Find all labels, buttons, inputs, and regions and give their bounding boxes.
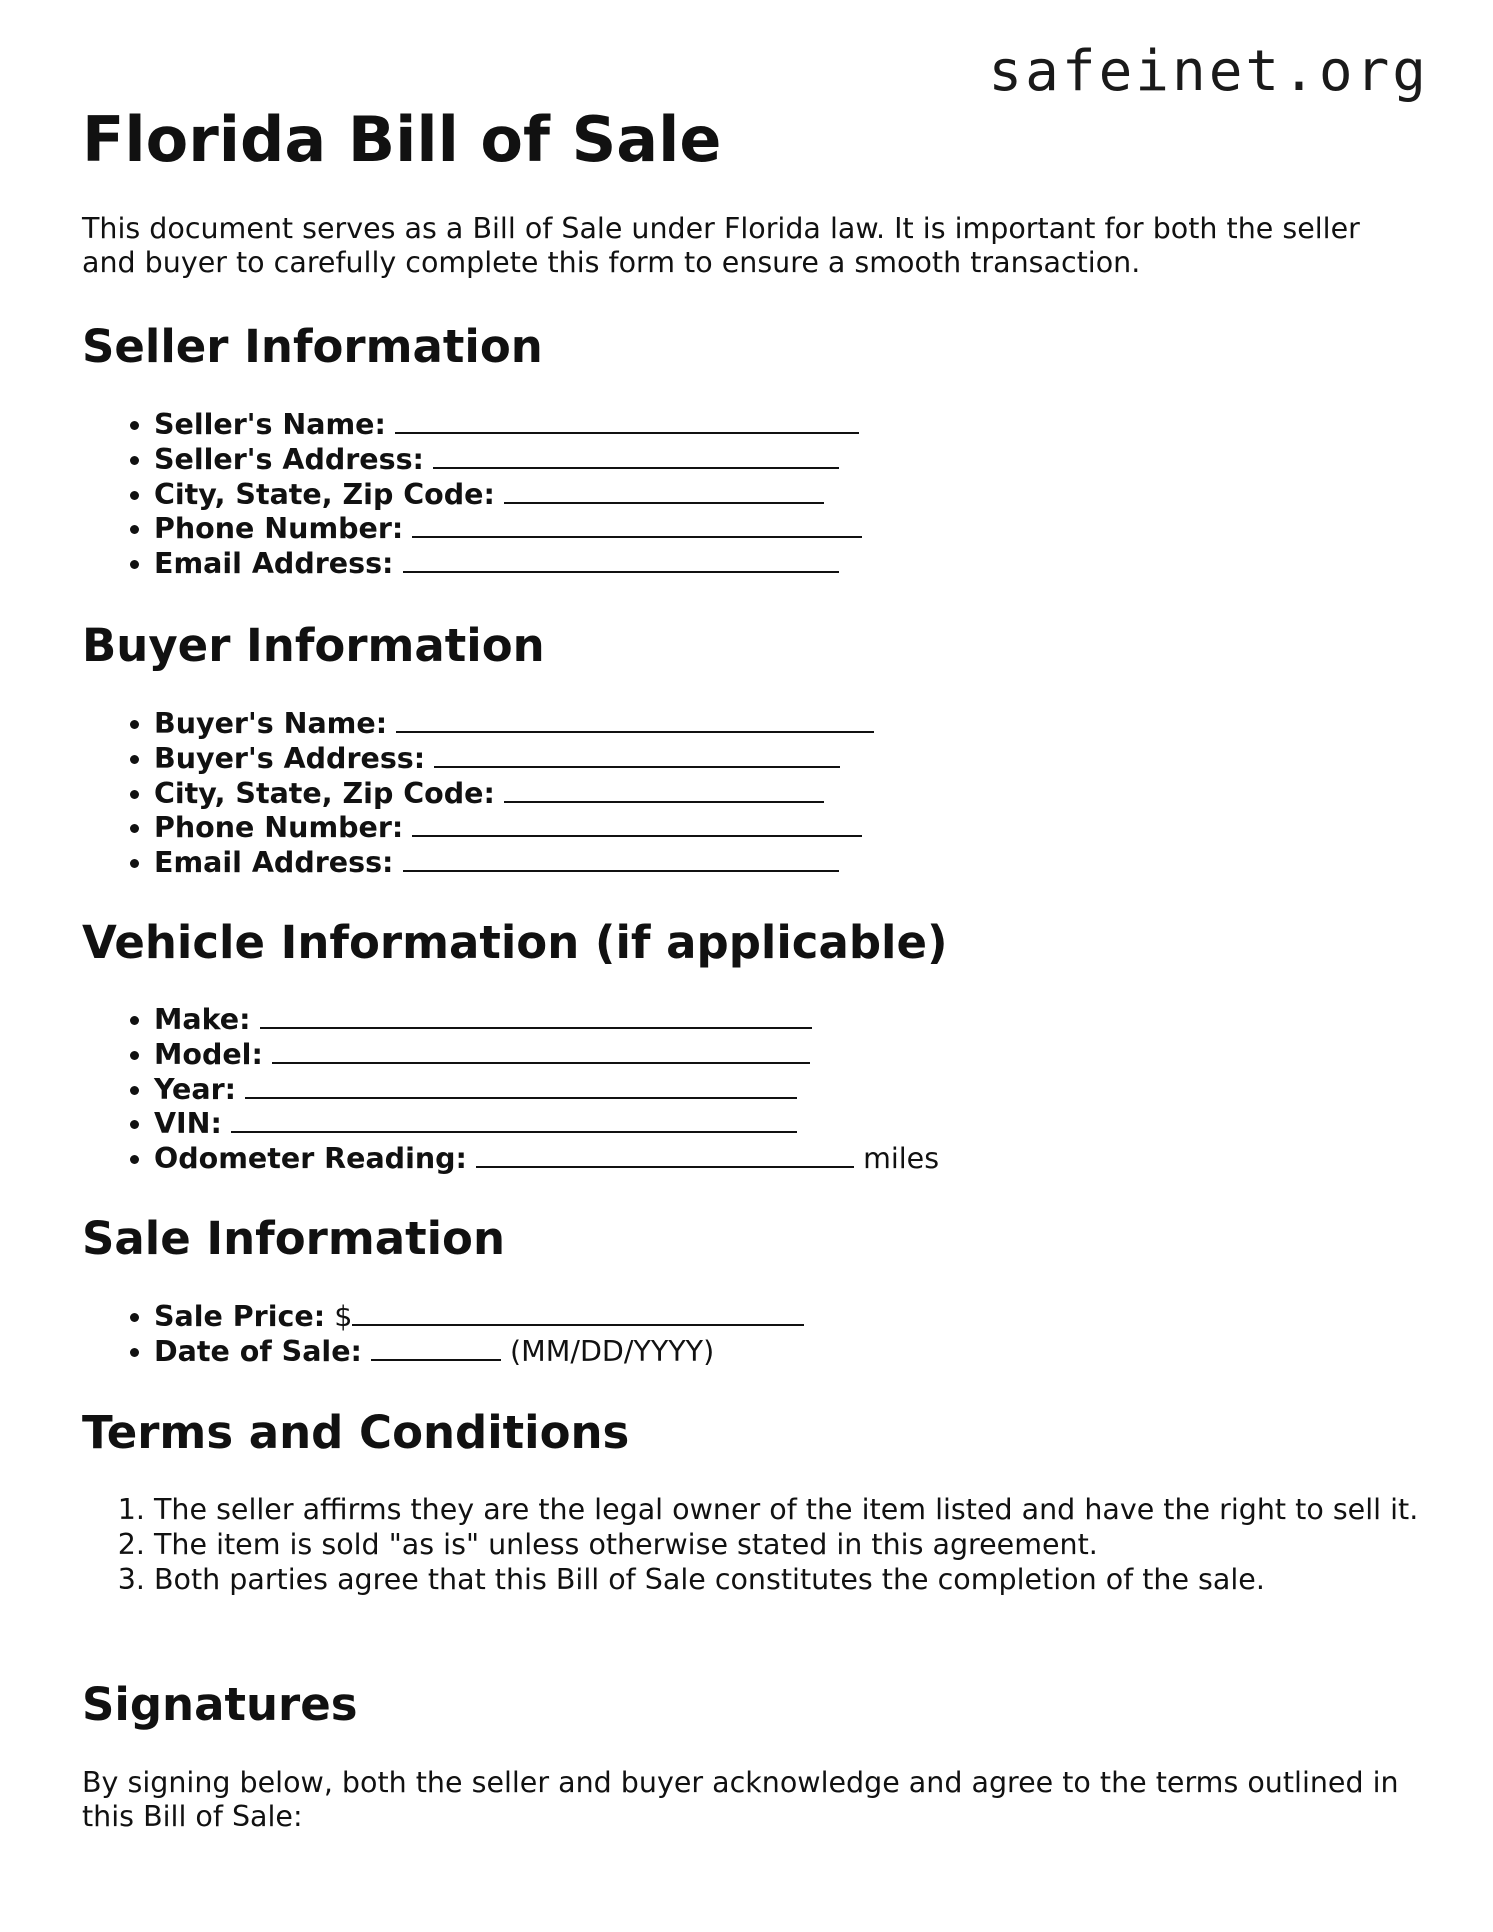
buyer-address-blank[interactable] bbox=[434, 742, 840, 768]
page-title: Florida Bill of Sale bbox=[82, 103, 722, 176]
buyer-address-field: • Buyer's Address: bbox=[154, 742, 874, 777]
vehicle-fields bbox=[82, 1003, 939, 1177]
sale-date-blank[interactable] bbox=[371, 1335, 501, 1361]
buyer-name-blank[interactable] bbox=[396, 707, 874, 733]
buyer-city-field: • City, State, Zip Code: bbox=[154, 777, 874, 812]
signatures-paragraph: By signing below, both the seller and buyer acknowledge and agree to the terms outlined in this Bill of Sale: bbox=[82, 1766, 1399, 1833]
buyer-phone-blank[interactable] bbox=[412, 811, 862, 837]
buyer-city-blank[interactable] bbox=[504, 777, 824, 803]
vehicle-model-blank[interactable] bbox=[272, 1038, 810, 1064]
sale-fields bbox=[82, 1300, 804, 1370]
seller-fields bbox=[82, 408, 862, 582]
buyer-email-blank[interactable] bbox=[403, 846, 839, 872]
sale-date-field: • Date of Sale: (MM/DD/YYYY) bbox=[154, 1335, 804, 1370]
seller-email-field: • Email Address: bbox=[154, 547, 862, 582]
seller-name-field: • Seller's Name: bbox=[154, 408, 862, 443]
seller-city-field: • City, State, Zip Code: bbox=[154, 478, 862, 513]
seller-phone-blank[interactable] bbox=[412, 512, 862, 538]
term-item: 2. The item is sold "as is" unless otherwise stated in this agreement. bbox=[154, 1528, 1493, 1563]
vehicle-year-field: • Year: bbox=[154, 1073, 939, 1108]
seller-name-blank[interactable] bbox=[395, 408, 859, 434]
seller-phone-field: • Phone Number: bbox=[154, 512, 862, 547]
terms-heading: Terms and Conditions bbox=[82, 1406, 630, 1459]
watermark: safeinet.org bbox=[988, 39, 1429, 104]
vehicle-model-field: • Model: bbox=[154, 1038, 939, 1073]
sale-price-blank[interactable] bbox=[352, 1300, 804, 1326]
vehicle-odometer-blank[interactable] bbox=[476, 1142, 854, 1168]
sale-price-field: • Sale Price: $ bbox=[154, 1300, 804, 1335]
currency-symbol: $ bbox=[334, 1300, 353, 1333]
sale-heading: Sale Information bbox=[82, 1212, 505, 1265]
signatures-heading: Signatures bbox=[82, 1678, 358, 1731]
vehicle-make-field: • Make: bbox=[154, 1003, 939, 1038]
seller-address-blank[interactable] bbox=[433, 443, 839, 469]
buyer-phone-field: • Phone Number: bbox=[154, 811, 874, 846]
seller-heading: Seller Information bbox=[82, 320, 543, 373]
vehicle-year-blank[interactable] bbox=[245, 1073, 797, 1099]
term-item: 1. The seller affirms they are the legal owner of the item listed and have the right to sell it. bbox=[154, 1493, 1493, 1528]
buyer-email-field: • Email Address: bbox=[154, 846, 874, 881]
vehicle-heading: Vehicle Information (if applicable) bbox=[82, 916, 948, 969]
buyer-heading: Buyer Information bbox=[82, 619, 545, 672]
buyer-fields bbox=[82, 707, 874, 881]
vehicle-vin-blank[interactable] bbox=[231, 1107, 797, 1133]
intro-paragraph: This document serves as a Bill of Sale under Florida law. It is important for both the seller and buyer to carefully complete this form to ensure a smooth transaction. bbox=[82, 212, 1360, 279]
date-format-hint: (MM/DD/YYYY) bbox=[510, 1334, 715, 1368]
vehicle-make-blank[interactable] bbox=[260, 1003, 812, 1029]
term-item: 3. Both parties agree that this Bill of Sale constitutes the completion of the sale. bbox=[154, 1563, 1493, 1598]
odometer-unit: miles bbox=[863, 1142, 940, 1176]
seller-address-field: • Seller's Address: bbox=[154, 443, 862, 478]
vehicle-odometer-field: • Odometer Reading: miles bbox=[154, 1142, 939, 1177]
seller-email-blank[interactable] bbox=[403, 547, 839, 573]
seller-city-blank[interactable] bbox=[504, 478, 824, 504]
buyer-name-field: • Buyer's Name: bbox=[154, 707, 874, 742]
vehicle-vin-field: • VIN: bbox=[154, 1107, 939, 1142]
terms-list bbox=[82, 1493, 1493, 1597]
